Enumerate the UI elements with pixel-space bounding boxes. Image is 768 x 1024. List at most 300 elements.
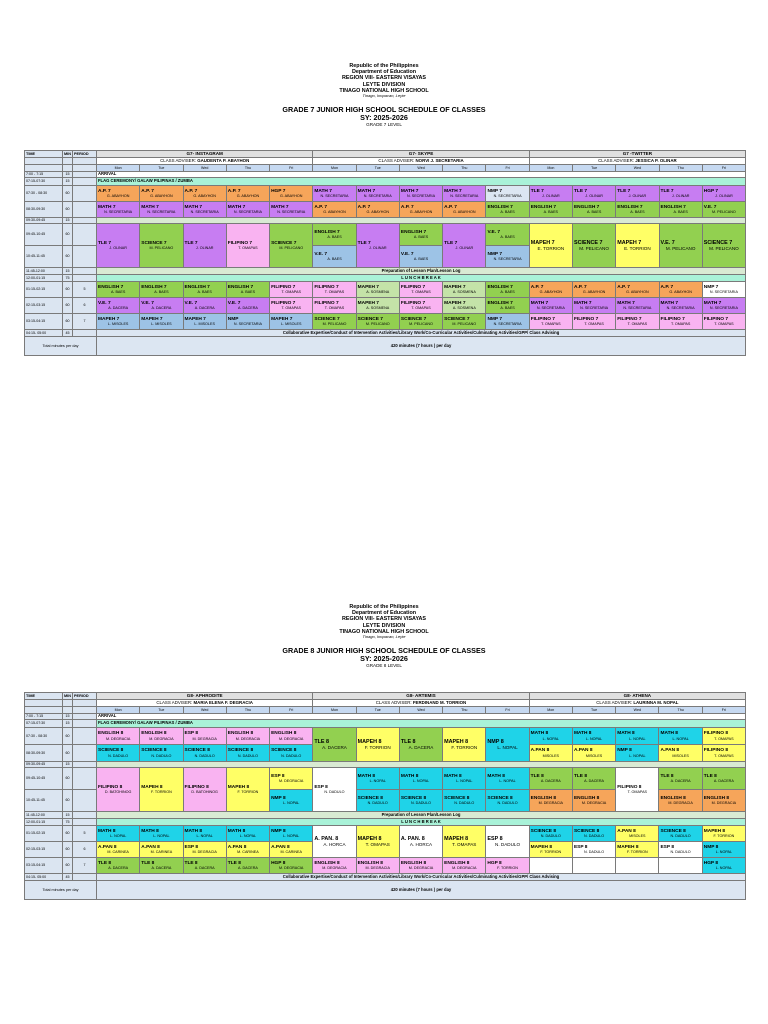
- schedule-cell: [616, 224, 659, 268]
- grade8-title: GRADE 8 JUNIOR HIGH SCHOOL SCHEDULE OF CLASSES: [282, 645, 486, 655]
- teacher-label: G. ABAYHON: [582, 290, 606, 295]
- division-line: LEYTE DIVISION: [362, 81, 406, 88]
- teacher-label: G. ABAYHON: [539, 290, 563, 295]
- period-cell: [73, 819, 97, 826]
- subject-label: MAPEH 8: [444, 738, 469, 745]
- teacher-label: T. OMAPAS: [365, 841, 390, 847]
- collab-row: [25, 874, 746, 881]
- schedule-cell: [572, 202, 615, 218]
- time-cell: 11:45-12:00: [25, 268, 63, 275]
- time-cell: 03:15-04:15: [25, 858, 63, 874]
- schedule-cell: [226, 768, 269, 812]
- period-cell: [73, 720, 97, 728]
- subject-label: A.P. 7: [314, 204, 328, 210]
- department-line: Department of Education: [351, 610, 417, 617]
- subject-label: MAPEH 7: [444, 300, 466, 306]
- schedule-cell: [529, 858, 572, 874]
- time-cell: 01:15-02:15: [25, 282, 63, 298]
- minutes-cell: 15: [63, 812, 73, 819]
- total-row: [25, 337, 746, 356]
- teacher-label: L. NOPAL: [109, 834, 127, 839]
- schedule-cell: [399, 298, 442, 314]
- subject-label: FILIPINO 7: [227, 240, 253, 246]
- subject-label: MAPEH 8: [703, 828, 726, 834]
- teacher-label: J. OLINAR: [585, 194, 603, 199]
- schedule-cell: [183, 282, 226, 298]
- min-header: MIN: [64, 151, 71, 156]
- schedule-cell: [702, 202, 745, 218]
- subject-label: TLE 8: [98, 860, 112, 866]
- teacher-label: M. DEGRACIA: [408, 866, 434, 871]
- collab-row: [25, 330, 746, 337]
- total-minutes: 420 minutes (7 hours ) per day: [97, 337, 746, 356]
- day-label: Fri: [486, 707, 529, 714]
- period-cell: [73, 268, 97, 275]
- teacher-label: A. HORCA: [323, 841, 346, 847]
- period-cell: 7: [73, 858, 97, 874]
- teacher-label: A. BAES: [630, 210, 645, 215]
- minutes-cell: 60: [63, 728, 73, 745]
- teacher-label: M. PELICANO: [149, 246, 174, 251]
- teacher-label: J. OLINAR: [109, 246, 127, 251]
- time-cell: 01:15-02:15: [25, 826, 63, 842]
- subject-label: NMP 8: [487, 738, 504, 745]
- schedule-cell: [702, 224, 745, 268]
- minutes-cell: 15: [63, 762, 73, 768]
- day-label: Tue: [572, 707, 615, 714]
- teacher-label: N. SECRETARIA: [407, 194, 436, 199]
- teacher-label: A. BAES: [586, 210, 602, 215]
- time-cell: 07:30 - 08:30: [25, 186, 63, 202]
- minutes-cell: 45: [63, 874, 73, 881]
- schedule-cell: [313, 186, 356, 202]
- schedule-cell: [486, 826, 529, 858]
- teacher-label: L. NOPAL: [629, 753, 646, 758]
- teacher-label: N. SECRETARIA: [147, 210, 176, 215]
- teacher-label: G. ABAYHON: [193, 194, 216, 199]
- teacher-label: F. TORRION: [451, 744, 478, 750]
- subject-label: ENGLISH 7: [660, 204, 686, 210]
- teacher-label: A. DACERA: [713, 779, 734, 784]
- schedule-cell: [183, 728, 226, 745]
- time-cell: 7:00 - 7:15: [25, 172, 63, 178]
- subject-label: TLE 7: [573, 188, 588, 194]
- period-cell: [73, 745, 97, 762]
- schedule-cell: [529, 826, 572, 842]
- schedule-cell: [399, 790, 442, 812]
- teacher-label: A. BAES: [327, 257, 342, 262]
- grade7-school-year: SY: 2025-2026: [360, 112, 408, 122]
- teacher-label: J. OLINAR: [368, 246, 387, 251]
- teacher-label: M. DEGRACIA: [538, 801, 563, 806]
- subject-label: FILIPINO 8: [703, 731, 728, 737]
- subject-label: ENGLISH 7: [487, 284, 513, 290]
- teacher-label: T. OMAPAS: [627, 790, 648, 795]
- subject-label: A.PAN 8: [227, 844, 247, 850]
- class-adviser: [529, 158, 745, 165]
- teacher-label: F. TORRION: [713, 834, 735, 839]
- schedule-cell: [97, 745, 140, 762]
- subject-label: ESP 8: [314, 784, 328, 790]
- schedule-cell: [616, 826, 659, 842]
- day-label: Wed: [183, 165, 226, 172]
- day-label: Fri: [702, 165, 745, 172]
- teacher-label: N. DADULO: [540, 834, 561, 839]
- schedule-cell: [270, 858, 313, 874]
- schedule-cell: [486, 728, 529, 762]
- schedule-cell: [616, 314, 659, 330]
- teacher-label: N. DADULO: [495, 841, 521, 847]
- time-cell: 09:30-09:45: [25, 218, 63, 224]
- schedule-cell: [399, 282, 442, 298]
- schedule-cell: [270, 314, 313, 330]
- school-line: TINAGO NATIONAL HIGH SCHOOL: [339, 628, 429, 635]
- subject-label: MATH 8: [184, 828, 203, 834]
- grade8-header: [0, 604, 768, 668]
- subject-label: V.E. 7: [141, 300, 154, 306]
- teacher-label: M. DEGRACIA: [192, 736, 217, 741]
- period-row: [25, 298, 746, 314]
- time-cell: 12:00-01:15: [25, 819, 63, 826]
- teacher-label: A. DACERA: [237, 306, 258, 311]
- teacher-label: L. MISOLES: [107, 322, 129, 327]
- schedule-cell: [356, 282, 399, 298]
- teacher-label: G. ABAYHON: [150, 194, 173, 199]
- subject-label: TLE 8: [141, 860, 155, 866]
- teacher-label: A. BAES: [110, 290, 126, 295]
- minutes-cell: 60: [63, 224, 73, 246]
- teacher-label: F. TORRION: [540, 850, 562, 855]
- subject-label: SCIENCE 7: [271, 240, 297, 246]
- days-row: [25, 165, 746, 172]
- schedule-cell: [270, 790, 313, 812]
- schedule-cell: [616, 728, 659, 745]
- teacher-label: A. BAES: [543, 210, 559, 215]
- lunch-row: [25, 819, 746, 826]
- day-label: Wed: [399, 707, 442, 714]
- schedule-cell: [529, 202, 572, 218]
- subject-label: SCIENCE 8: [487, 795, 513, 801]
- schedule-cell: [702, 314, 745, 330]
- teacher-label: M. DEGRACIA: [711, 801, 737, 806]
- subject-label: ENGLISH 8: [98, 731, 124, 737]
- teacher-label: G. ABAYHON: [236, 194, 260, 199]
- minutes-cell: 60: [63, 298, 73, 314]
- teacher-label: M. DEGRACIA: [279, 779, 304, 784]
- teacher-label: A. BAES: [154, 290, 169, 295]
- period-cell: [73, 330, 97, 337]
- schedule-cell: [443, 314, 486, 330]
- subject-label: ESP 8: [573, 844, 588, 850]
- subject-label: TLE 8: [227, 860, 241, 866]
- schedule-cell: [572, 826, 615, 842]
- schedule-cell: [140, 728, 183, 745]
- adviser-label: CLASS ADVISER:: [378, 158, 415, 164]
- teacher-label: A. BAES: [500, 306, 515, 311]
- schedule-cell: [616, 282, 659, 298]
- subject-label: TLE 8: [400, 738, 416, 745]
- subject-label: FILIPINO 7: [573, 316, 599, 322]
- schedule-cell: [356, 826, 399, 858]
- subject-label: FILIPINO 7: [400, 300, 426, 306]
- day-label: Thu: [226, 165, 269, 172]
- schedule-cell: [399, 728, 442, 762]
- subject-label: A. PAN. 8: [400, 835, 425, 842]
- total-minutes: 420 minutes (7 hours ) per day: [97, 881, 746, 900]
- subject-label: MATH 8: [617, 731, 635, 737]
- subject-label: NMP: [227, 316, 239, 322]
- teacher-label: M. DEGRACIA: [668, 801, 693, 806]
- teacher-label: N. SECRETARIA: [493, 194, 522, 199]
- teacher-label: G. ABAYHON: [669, 290, 692, 295]
- day-label: Mon: [97, 707, 140, 714]
- subject-label: MAPEH 8: [617, 844, 639, 850]
- teacher-label: N. SECRETARIA: [623, 306, 652, 311]
- schedule-cell: [226, 826, 269, 842]
- period-cell: 6: [73, 842, 97, 858]
- schedule-cell: [313, 858, 356, 874]
- schedule-cell: [443, 790, 486, 812]
- teacher-label: A. BAES: [500, 210, 515, 215]
- schedule-cell: [313, 298, 356, 314]
- subject-label: NMP 7: [487, 251, 503, 257]
- schedule-cell: [270, 224, 313, 268]
- period-row: [25, 224, 746, 246]
- teacher-label: L. NOPAL: [153, 834, 170, 839]
- teacher-label: M. DEGRACIA: [365, 866, 390, 871]
- subject-label: SCIENCE 7: [314, 316, 340, 322]
- teacher-label: T. OMAPAS: [411, 290, 431, 295]
- schedule-cell: [529, 768, 572, 790]
- total-label: Total minutes per day: [25, 337, 97, 356]
- region-line: REGION VIII- EASTERN VISAYAS: [341, 616, 427, 623]
- schedule-cell: [659, 202, 702, 218]
- subject-label: SCIENCE 7: [703, 239, 733, 246]
- subject-label: TLE 8: [530, 773, 544, 779]
- schedule-cell: [443, 768, 486, 790]
- schedule-cell: [97, 282, 140, 298]
- teacher-label: N. SECRETARIA: [709, 290, 738, 295]
- schedule-cell: [486, 282, 529, 298]
- subject-label: MATH 8: [487, 773, 505, 779]
- subject-label: SCIENCE 7: [400, 316, 427, 322]
- adviser-label: CLASS ADVISER:: [160, 158, 196, 164]
- flag-row: [25, 720, 746, 728]
- subject-label: SCIENCE 8: [357, 795, 383, 801]
- adviser-label: CLASS ADVISER:: [156, 700, 193, 706]
- minutes-cell: 60: [63, 790, 73, 812]
- minutes-cell: 15: [63, 172, 73, 178]
- day-label: Tue: [356, 707, 399, 714]
- subject-label: SCIENCE 8: [227, 748, 254, 754]
- schedule-cell: [659, 298, 702, 314]
- subject-label: MATH 7: [703, 300, 722, 306]
- subject-label: TLE 7: [617, 188, 631, 194]
- minutes-cell: 60: [63, 768, 73, 790]
- schedule-cell: [183, 314, 226, 330]
- day-label: Mon: [313, 165, 356, 172]
- schedule-cell: [659, 282, 702, 298]
- period-header: PERIOD: [73, 151, 97, 158]
- section-name: G8- APHRODITE: [97, 693, 313, 700]
- teacher-label: G. ABAYHON: [366, 210, 390, 215]
- teacher-label: N. SECRETARIA: [709, 306, 738, 311]
- teacher-label: T. OMAPAS: [411, 306, 431, 311]
- day-label: Thu: [659, 707, 702, 714]
- teacher-label: M. PELICANO: [322, 322, 347, 327]
- teacher-label: A. DACERA: [151, 306, 172, 311]
- teacher-label: A. SOSMENA: [452, 306, 476, 311]
- subject-label: A.PAN 8: [573, 748, 593, 754]
- teacher-label: G. ABAYHON: [626, 290, 649, 295]
- teacher-label: M. DEGRACIA: [192, 850, 217, 855]
- schedule-cell: [486, 298, 529, 314]
- schedule-cell: [183, 768, 226, 812]
- subject-label: V.E. 7: [487, 229, 501, 235]
- schedule-cell: [140, 842, 183, 858]
- teacher-label: M. DEGRACIA: [105, 736, 131, 741]
- subject-label: A.P. 7: [98, 188, 111, 194]
- time-cell: 02:15-03:15: [25, 298, 63, 314]
- subject-label: MAPEH 7: [357, 300, 379, 306]
- schedule-cell: [399, 202, 442, 218]
- schedule-cell: [702, 768, 745, 790]
- minutes-cell: 60: [63, 202, 73, 218]
- subject-label: ENGLISH 7: [487, 204, 513, 210]
- subject-label: A.PAN 8: [530, 748, 550, 754]
- teacher-label: L. NOPAL: [497, 744, 518, 750]
- schedule-cell: [313, 202, 356, 218]
- section-name: G7- SKYPE: [313, 151, 529, 158]
- subject-label: MATH 7: [573, 300, 592, 306]
- subject-label: MAPEH 8: [357, 738, 382, 745]
- period-cell: [73, 246, 97, 268]
- teacher-label: F. TORRION: [626, 850, 648, 855]
- teacher-label: A. SOSMENA: [452, 290, 476, 295]
- teacher-label: L. NOPAL: [456, 779, 473, 784]
- subject-label: ENGLISH 7: [227, 284, 254, 290]
- subject-label: FILIPINO 7: [271, 284, 296, 290]
- period-cell: 5: [73, 826, 97, 842]
- time-cell: 09:45-10:45: [25, 224, 63, 246]
- time-cell: 07:15-07:30: [25, 720, 63, 728]
- teacher-label: N. DADULO: [237, 753, 258, 758]
- schedule-cell: [356, 298, 399, 314]
- subject-label: FILIPINO 8: [184, 784, 209, 790]
- lunch-row-label: L U N C H B R E A K: [97, 275, 746, 282]
- subject-label: TLE 8: [314, 738, 330, 745]
- schedule-cell: [356, 314, 399, 330]
- section-name-row: [25, 693, 746, 700]
- teacher-label: N. DADULO: [281, 753, 302, 758]
- subject-label: FILIPINO 7: [314, 300, 339, 306]
- subject-label: FILIPINO 8: [703, 748, 728, 754]
- minutes-cell: 75: [63, 819, 73, 826]
- subject-label: MATH 8: [227, 828, 246, 834]
- section-name-row: [25, 151, 746, 158]
- schedule-cell: [399, 314, 442, 330]
- teacher-label: A. DACERA: [151, 866, 172, 871]
- teacher-label: MISOLES: [629, 834, 646, 839]
- schedule-cell: [572, 858, 615, 874]
- schedule-cell: [270, 282, 313, 298]
- arrival-row-label: ARRIVAL: [97, 714, 746, 720]
- minutes-cell: 15: [63, 714, 73, 720]
- teacher-label: M. DEGRACIA: [279, 866, 304, 871]
- schedule-cell: [443, 728, 486, 762]
- schedule-cell: [529, 282, 572, 298]
- class-adviser: [313, 158, 529, 165]
- subject-label: TLE 8: [660, 773, 674, 779]
- adviser-label: CLASS ADVISER:: [596, 700, 633, 706]
- subject-label: TLE 7: [184, 240, 198, 246]
- subject-label: ENGLISH 8: [357, 860, 383, 866]
- teacher-label: A. BAES: [500, 290, 515, 295]
- subject-label: NMP 7: [487, 316, 503, 322]
- schedule-cell: [659, 790, 702, 812]
- teacher-label: L. NOPAL: [542, 736, 559, 741]
- subject-label: HGP 7: [271, 188, 286, 194]
- subject-label: A.PAN 8: [617, 828, 636, 834]
- teacher-label: L. NOPAL: [283, 801, 300, 806]
- subject-label: V.E. 7: [703, 204, 717, 210]
- subject-label: A.PAN 8: [271, 844, 290, 850]
- teacher-label: L. NOPAL: [629, 736, 646, 741]
- period-row: [25, 186, 746, 202]
- teacher-label: A. DACERA: [408, 744, 434, 750]
- grade7-title: GRADE 7 JUNIOR HIGH SCHOOL SCHEDULE OF CLASSES: [282, 104, 486, 114]
- schedule-cell: [97, 224, 140, 268]
- address-line: Tinago, Inopacan, Leyte: [362, 93, 406, 99]
- grade8-level: GRADE 8 LEVEL: [366, 663, 402, 669]
- minutes-cell: 15: [63, 720, 73, 728]
- teacher-label: L. NOPAL: [672, 736, 689, 741]
- section-name: G8- ARTEMIS: [313, 693, 529, 700]
- schedule-cell: [443, 224, 486, 268]
- schedule-cell: [183, 745, 226, 762]
- schedule-cell: [226, 186, 269, 202]
- subject-label: A.P. 7: [660, 284, 674, 290]
- time-cell: 10:45-11:45: [25, 790, 63, 812]
- subject-label: V.E. 7: [227, 300, 241, 306]
- teacher-label: G. ABAYHON: [453, 210, 476, 215]
- subject-label: A.P. 7: [573, 284, 587, 290]
- day-label: Wed: [616, 707, 659, 714]
- subject-label: FILIPINO 8: [617, 784, 642, 790]
- teacher-label: T. OMAPAS: [281, 290, 301, 295]
- subject-label: NMP 8: [271, 795, 286, 801]
- schedule-cell: [486, 202, 529, 218]
- minutes-cell: 60: [63, 246, 73, 268]
- subject-label: MATH 7: [227, 204, 246, 210]
- subject-label: ENGLISH 8: [530, 795, 556, 801]
- teacher-label: E. TORRION: [624, 245, 651, 251]
- teacher-label: N. DADULO: [584, 834, 605, 839]
- teacher-label: T. OMAPAS: [714, 736, 734, 741]
- period-cell: [73, 768, 97, 790]
- schedule-cell: [616, 202, 659, 218]
- schedule-cell: [140, 858, 183, 874]
- teacher-label: N. SECRETARIA: [233, 322, 262, 327]
- day-label: Fri: [270, 165, 313, 172]
- schedule-cell: [702, 298, 745, 314]
- subject-label: A.P. 7: [444, 204, 457, 210]
- schedule-cell: [140, 314, 183, 330]
- teacher-label: N. DADULO: [367, 801, 388, 806]
- schedule-cell: [270, 745, 313, 762]
- adviser-label: CLASS ADVISER:: [375, 700, 412, 706]
- schedule-cell: [702, 858, 745, 874]
